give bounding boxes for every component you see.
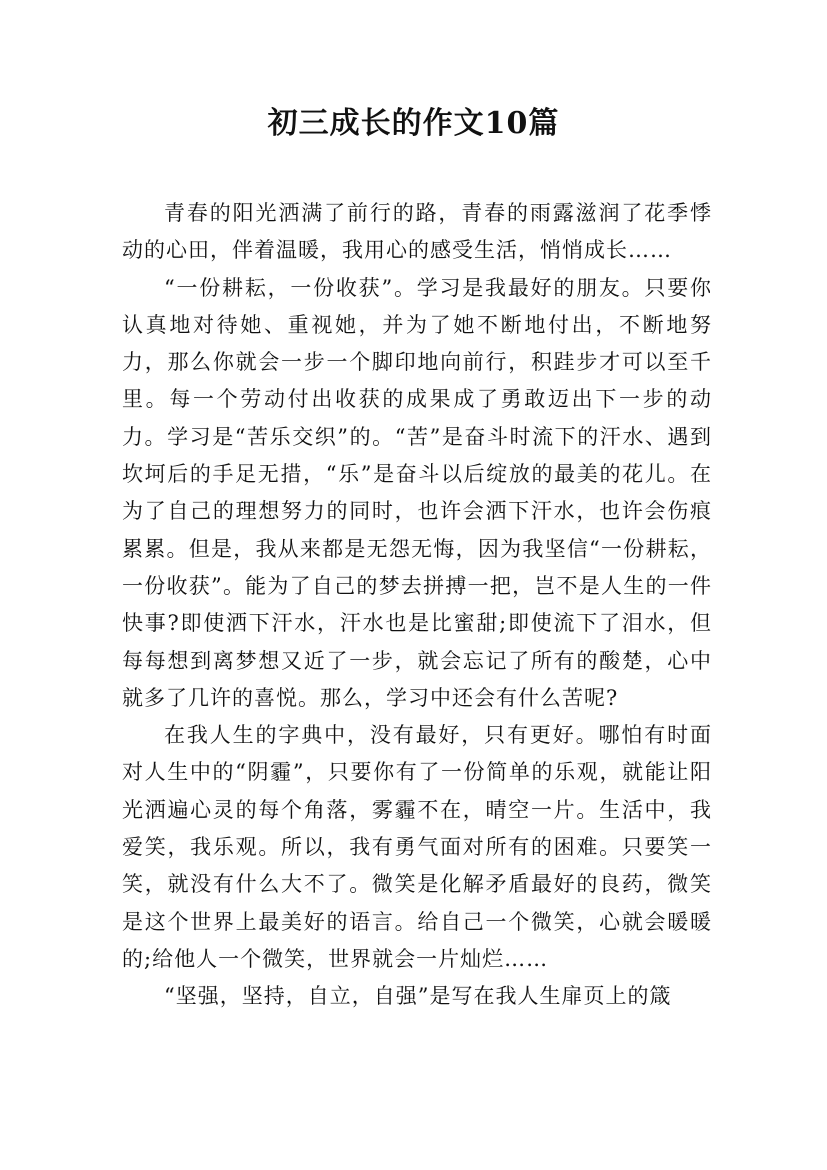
paragraph-4: “坚强，坚持，自立，自强”是写在我人生扉页上的箴	[164, 984, 672, 1009]
document-body	[122, 195, 712, 1016]
paragraph-2: “一份耕耘，一份收获”。学习是我最好的朋友。只要你认真地对待她、重视她，并为了她不断地付出，不断地努力，那么你就会一步一个脚印地向前行，积跬步才可以至千里。每一个劳动付出收获的成果成了勇敢迈出下一步的动力。学习是“苦乐交织”的。“苦”是奋斗时流下的汗水、遇到坎坷后的手足无措，“乐”是奋斗以后绽放的最美的花儿。在为了自己的理想努力的同时，也许会洒下汗水，也许会伤痕累累。但是，我从来都是无怨无悔，因为我坚信“一份耕耘，一份收获”。能为了自己的梦去拼搏一把，岂不是人生的一件快事?即使洒下汗水，汗水也是比蜜甜;即使流下了泪水，但每每想到离梦想又近了一步，就会忘记了所有的酸楚，心中就多了几许的喜悦。那么，学习中还会有什么苦呢?	[122, 275, 712, 710]
paragraph-1: 青春的阳光洒满了前行的路，青春的雨露滋润了花季悸动的心田，伴着温暖，我用心的感受生活，悄悄成长……	[122, 201, 712, 263]
paragraph-3: 在我人生的字典中，没有最好，只有更好。哪怕有时面对人生中的“阴霾”，只要你有了一份简单的乐观，就能让阳光洒遍心灵的每个角落，雾霾不在，晴空一片。生活中，我爱笑，我乐观。所以，我有勇气面对所有的困难。只要笑一笑，就没有什么大不了。微笑是化解矛盾最好的良药，微笑是这个世界上最美好的语言。给自己一个微笑，心就会暖暖的;给他人一个微笑，世界就会一片灿烂……	[122, 723, 712, 971]
document-title: 初三成长的作文10篇	[267, 106, 560, 141]
